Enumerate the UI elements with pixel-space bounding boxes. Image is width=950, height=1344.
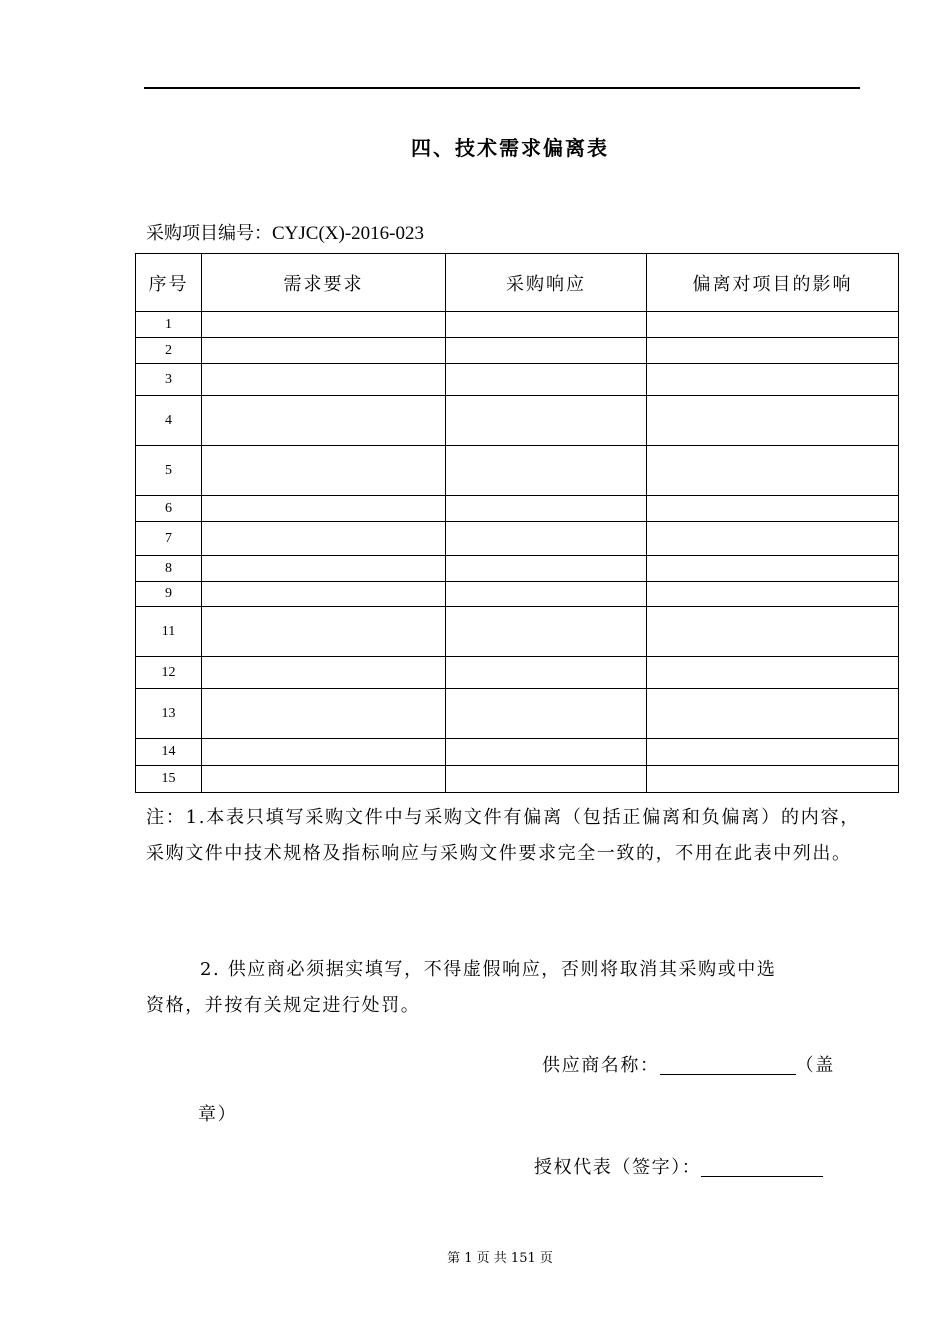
impact-cell[interactable] [647, 396, 899, 446]
row-number: 7 [136, 522, 202, 556]
response-cell[interactable] [446, 739, 647, 766]
header-cell-response: 采购响应 [446, 254, 647, 312]
requirement-cell[interactable] [202, 446, 446, 496]
page-title: 四、技术需求偏离表 [411, 136, 609, 160]
authorized-rep-line [534, 1153, 823, 1179]
row-number: 1 [136, 312, 202, 338]
requirement-cell[interactable] [202, 522, 446, 556]
impact-cell[interactable] [647, 766, 899, 793]
requirement-cell[interactable] [202, 766, 446, 793]
impact-cell[interactable] [647, 522, 899, 556]
impact-cell[interactable] [647, 556, 899, 582]
table-row [136, 338, 899, 364]
supplier-name-blank[interactable] [660, 1052, 796, 1075]
impact-cell[interactable] [647, 657, 899, 689]
row-number: 15 [136, 766, 202, 793]
response-cell[interactable] [446, 446, 647, 496]
deviation-table [135, 253, 899, 793]
table-row [136, 312, 899, 338]
table-row [136, 364, 899, 396]
requirement-cell[interactable] [202, 312, 446, 338]
row-number: 9 [136, 582, 202, 607]
seal-open: （盖 [795, 1055, 835, 1076]
header-rule [144, 87, 860, 89]
requirement-cell[interactable] [202, 689, 446, 739]
requirement-cell[interactable] [202, 607, 446, 657]
row-number: 14 [136, 739, 202, 766]
response-cell[interactable] [446, 522, 647, 556]
row-number: 2 [136, 338, 202, 364]
table-row [136, 396, 899, 446]
table-row [136, 689, 899, 739]
table-row [136, 582, 899, 607]
table-row [136, 522, 899, 556]
impact-cell[interactable] [647, 496, 899, 522]
note-2-line-2: 资格，并按有关规定进行处罚。 [146, 995, 421, 1016]
supplier-name-line [542, 1051, 835, 1077]
page-footer: 第 1 页 共 151 页 [447, 1251, 553, 1266]
response-cell[interactable] [446, 338, 647, 364]
response-cell[interactable] [446, 689, 647, 739]
impact-cell[interactable] [647, 338, 899, 364]
seal-close: 章） [198, 1104, 238, 1125]
row-number: 6 [136, 496, 202, 522]
table-row [136, 739, 899, 766]
impact-cell[interactable] [647, 689, 899, 739]
table-row [136, 766, 899, 793]
requirement-cell[interactable] [202, 364, 446, 396]
table-row [136, 657, 899, 689]
header-cell-requirement: 需求要求 [202, 254, 446, 312]
response-cell[interactable] [446, 582, 647, 607]
requirement-cell[interactable] [202, 657, 446, 689]
impact-cell[interactable] [647, 312, 899, 338]
requirement-cell[interactable] [202, 396, 446, 446]
project-number-line [146, 219, 424, 245]
note-2-line-1: 2. 供应商必须据实填写，不得虚假响应，否则将取消其采购或中选 [200, 959, 777, 980]
table-row [136, 607, 899, 657]
impact-cell[interactable] [647, 739, 899, 766]
response-cell[interactable] [446, 496, 647, 522]
authorized-rep-blank[interactable] [701, 1154, 823, 1177]
row-number: 13 [136, 689, 202, 739]
impact-cell[interactable] [647, 446, 899, 496]
row-number: 8 [136, 556, 202, 582]
response-cell[interactable] [446, 556, 647, 582]
header-cell-impact: 偏离对项目的影响 [647, 254, 899, 312]
requirement-cell[interactable] [202, 338, 446, 364]
note-1 [146, 800, 860, 872]
table-header-row [136, 254, 899, 312]
requirement-cell[interactable] [202, 496, 446, 522]
response-cell[interactable] [446, 657, 647, 689]
requirement-cell[interactable] [202, 582, 446, 607]
row-number: 3 [136, 364, 202, 396]
header-cell-seq: 序号 [136, 254, 202, 312]
impact-cell[interactable] [647, 582, 899, 607]
authorized-rep-label: 授权代表（签字）： [534, 1157, 702, 1178]
response-cell[interactable] [446, 396, 647, 446]
response-cell[interactable] [446, 364, 647, 396]
table-row [136, 496, 899, 522]
response-cell[interactable] [446, 766, 647, 793]
response-cell[interactable] [446, 312, 647, 338]
row-number: 11 [136, 607, 202, 657]
row-number: 5 [136, 446, 202, 496]
row-number: 12 [136, 657, 202, 689]
note-2 [146, 952, 860, 1024]
response-cell[interactable] [446, 607, 647, 657]
requirement-cell[interactable] [202, 739, 446, 766]
supplier-name-label: 供应商名称： [542, 1055, 660, 1076]
table-row [136, 446, 899, 496]
project-number-label: 采购项目编号： [146, 223, 272, 244]
table-row [136, 556, 899, 582]
impact-cell[interactable] [647, 364, 899, 396]
project-number-value: CYJC(X)-2016-023 [272, 223, 424, 244]
impact-cell[interactable] [647, 607, 899, 657]
requirement-cell[interactable] [202, 556, 446, 582]
note-1-text: 注：1.本表只填写采购文件中与采购文件有偏离（包括正偏离和负偏离）的内容，采购文件中技术规格及指标响应与采购文件要求完全一致的，不用在此表中列出。 [146, 807, 860, 864]
row-number: 4 [136, 396, 202, 446]
